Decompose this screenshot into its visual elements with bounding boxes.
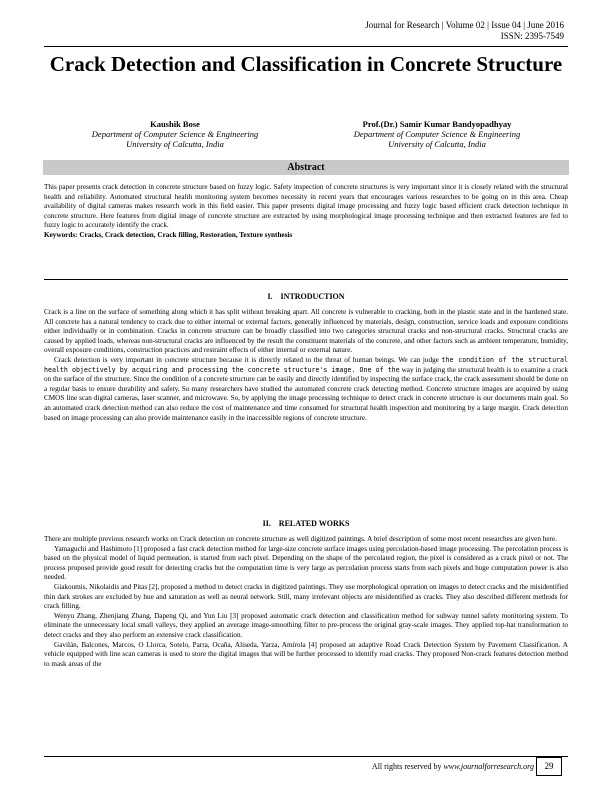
author-name: Prof.(Dr.) Samir Kumar Bandyopadhyay [362, 119, 512, 129]
author-department: Department of Computer Science & Engineering [353, 129, 521, 139]
paragraph: There are multiple previous research works on Crack detection on concrete structure as well digitized paintings. A brief description of some most recent researches are given here. [44, 535, 557, 543]
journal-website-link[interactable]: www.journalforresearch.org [443, 762, 534, 771]
text-run-monospace: the condition of the structural health objectively by acquiring and processing the concrete structure's image. One of the [44, 355, 568, 374]
issn: ISSN: 2395-7549 [500, 31, 564, 41]
paragraph: Yamaguchi and Hashimoto [1] proposed a fast crack detection method for large-size concrete surface images using percolation-based image processing. The percolation process is based on the physical model of liquid permeation, is started from each pixel. Depending on the shape of the percolated region, the pixel is considered as a crack pixel or not. The process proposed provide good result for detecting cracks but the computation time is very large as percolation process starts from each pixels and huge computation power is also needed. [44, 544, 568, 582]
text-run: Crack detection is very important in concrete structure because it is directly related to the threat of human beings. We can judge [54, 355, 442, 364]
section-heading-introduction: I. INTRODUCTION [267, 292, 345, 301]
abstract-divider [44, 279, 568, 280]
paragraph: Gavilán, Balcones, Marcos, O Llorca, Sotelo, Parra, Ocaña, Aliseda, Yarza, Amírola [4] proposed an adaptive Road Crack Detection System by Pavement Classification. A vehicle equipped with line scan cameras is used to store the digital images that will be further processed to identify road cracks. They proposed Non-crack features detection method to mask areas of the [44, 640, 568, 668]
author-2 [306, 119, 568, 149]
related-works-body [44, 535, 568, 669]
rights-text: All rights reserved by [371, 762, 444, 771]
author-name: Kaushik Bose [150, 119, 200, 129]
journal-info: Journal for Research | Volume 02 | Issue 04 | June 2016 [365, 20, 564, 30]
paragraph: Giakoumis, Nikolaidis and Pitas [2], proposed a method to detect cracks in digitized paintings. They use morphological operation on images to detect cracks and the misidentified thin dark strokes are excluded by hue and saturation as well as neural network. Still, many irrelevant objects are misidentified as cracks. They also described different methods for crack filling. [44, 582, 568, 611]
header-divider [44, 46, 568, 47]
author-university: University of Calcutta, India [388, 139, 486, 149]
footer-divider [44, 756, 568, 757]
keywords: Keywords: Cracks, Crack detection, Crack filling, Restoration, Texture synthesis [44, 230, 293, 239]
page-number: 29 [536, 757, 562, 776]
text-run: way in judging the structural health is to examine a crack on the surface of the structure. Since the condition of a concrete structure can be easily and directly identified by inspecting the surface crack, the crack assessment should be done on a regular basis to ensure durability and safety. So many researchers have studied the automated concrete crack detecting method. Concrete structure images are acquired by using CMOS line scan digital cameras, laser scanner, and microwave. So, by applying the image processing technique to detect crack in concrete structure is our documents main goal. So an automated crack detection method can also reduce the cost of maintenance and time consumed for structural health inspection and monitoring by a large margin. Crack detection based on image processing can also provide maintenance easily in the inaccessible regions of concrete structure. [44, 365, 568, 422]
author-university: University of Calcutta, India [126, 139, 224, 149]
introduction-body [44, 308, 568, 423]
paragraph [44, 356, 568, 423]
author-1 [44, 119, 306, 149]
abstract-text: This paper presents crack detection in concrete structure based on fuzzy logic. Safety inspection of concrete structures is very important since it is closely related with the structural health and reliability. Automated structural health monitoring system becomes necessity in recent years that encourages various researches to be going on in this area. Cheap availability of digital cameras makes research work in this field easier. This paper presents digital image processing and fuzzy logic based efficient crack detection technique in concrete structure. Here features from digital image of concrete structure are extracted by using morphological image processing technique and then extracted features are fed to fuzzy logic to accurately identify the crack. [44, 183, 568, 230]
author-department: Department of Computer Science & Engineering [91, 129, 259, 139]
author-block [44, 119, 568, 149]
abstract-heading: Abstract [43, 160, 569, 175]
paragraph: Wenyu Zhang, Zhenjiang Zhang, Dapeng Qi, and Yun Liu [3] proposed automatic crack detection and classification method for subway tunnel safety monitoring system. To eliminate the unnecessary local small valleys, they applied an average image-smoothing filter to pre-process the original gray-scale images. They applied top-hat transformation to detect cracks and they also perform an extensive crack classification. [44, 611, 568, 639]
section-heading-related-works: II. RELATED WORKS [262, 519, 350, 528]
abstract-body [44, 183, 568, 241]
paper-title: Crack Detection and Classification in Concrete Structure [49, 52, 563, 76]
journal-header [365, 20, 564, 42]
paragraph: Crack is a line on the surface of something along which it has split without breaking apart. All concrete is vulnerable to cracking, both in the plastic state and in the hardened state. All concrete has a natural tendency to crack due to either internal or external factors, generally influenced by materials, design, construction, service loads and exposure conditions either individually or in combination. Cracks in concrete structure can be broadly classified into two categories structural cracks and non-structural cracks. Structural cracks are caused by applied loads, whereas non-structural cracks are influenced by the result the constituent materials of the concrete, and other factors such as ambient temperature, humidity, overall exposure conditions, construction practices and restraint effects of either internal or external nature. [44, 308, 568, 355]
footer-rights [372, 762, 534, 771]
